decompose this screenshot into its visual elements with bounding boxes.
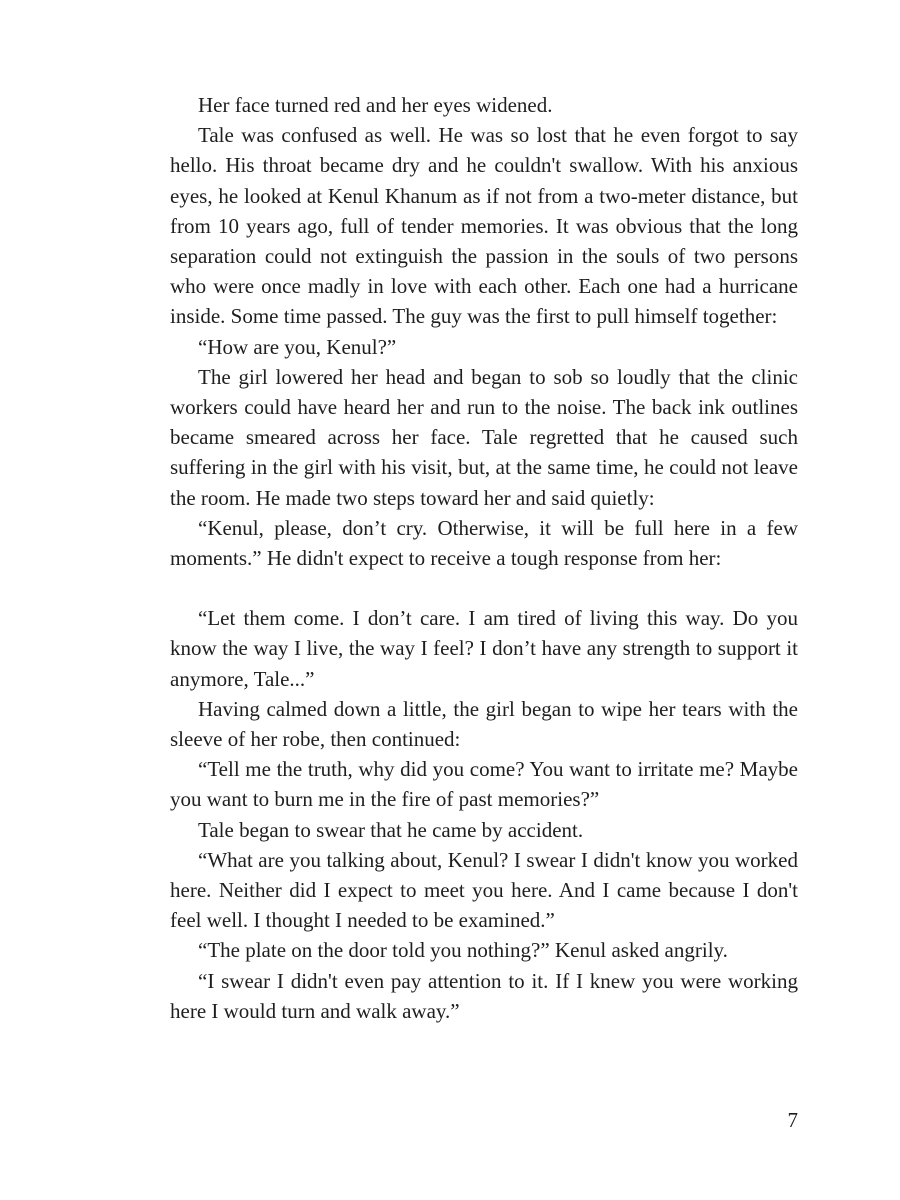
paragraph-1: Her face turned red and her eyes widened. [198,93,553,117]
page-number: 7 [787,1108,798,1132]
paragraph-4: The girl lowered her head and began to sob so loudly that the clinic workers could have heard her and run to the noise. The back ink outlines became smeared across her face. Tale regretted that he caused such suffering in the girl with his visit, but, at the same time, he could not leave the room. He made two steps toward her and said quietly: [170,364,798,510]
paragraph-8: “Tell me the truth, why did you come? You want to irritate me? Maybe you want to burn me in the fire of past memories?” [170,757,798,812]
paragraph-5: “Kenul, please, don’t cry. Otherwise, it will be full here in a few moments.” He didn't expect to receive a tough response from her: [170,515,798,571]
paragraph-6: “Let them come. I don’t care. I am tired of living this way. Do you know the way I live, the way I feel? I don’t have any strength to support it anymore, Tale...” [170,606,798,691]
paragraph-10: “What are you talking about, Kenul? I swear I didn't know you worked here. Neither did I expect to meet you here. And I came because I don't feel well. I thought I needed to be examined.” [170,847,798,933]
paragraph-7: Having calmed down a little, the girl began to wipe her tears with the sleeve of her robe, then continued: [170,696,798,752]
paragraph-2: Tale was confused as well. He was so lost that he even forgot to say hello. His throat became dry and he couldn't swallow. With his anxious eyes, he looked at Kenul Khanum as if not from a two-meter distance, but from 10 years ago, full of tender memories. It was obvious that the long separation could not extinguish the passion in the souls of two persons who were once madly in love with each other. Each one had a hurricane inside. Some time passed. The guy was the first to pull himself together: [170,123,798,329]
paragraph-9: Tale began to swear that he came by accident. [198,817,584,842]
paragraph-11: “The plate on the door told you nothing?” Kenul asked angrily. [198,938,728,963]
paragraph-3: “How are you, Kenul?” [198,334,397,359]
paragraph-gap [170,573,798,603]
body-text [170,90,798,1026]
paragraph-12: “I swear I didn't even pay attention to it. If I knew you were working here I would turn and walk away.” [170,968,798,1023]
